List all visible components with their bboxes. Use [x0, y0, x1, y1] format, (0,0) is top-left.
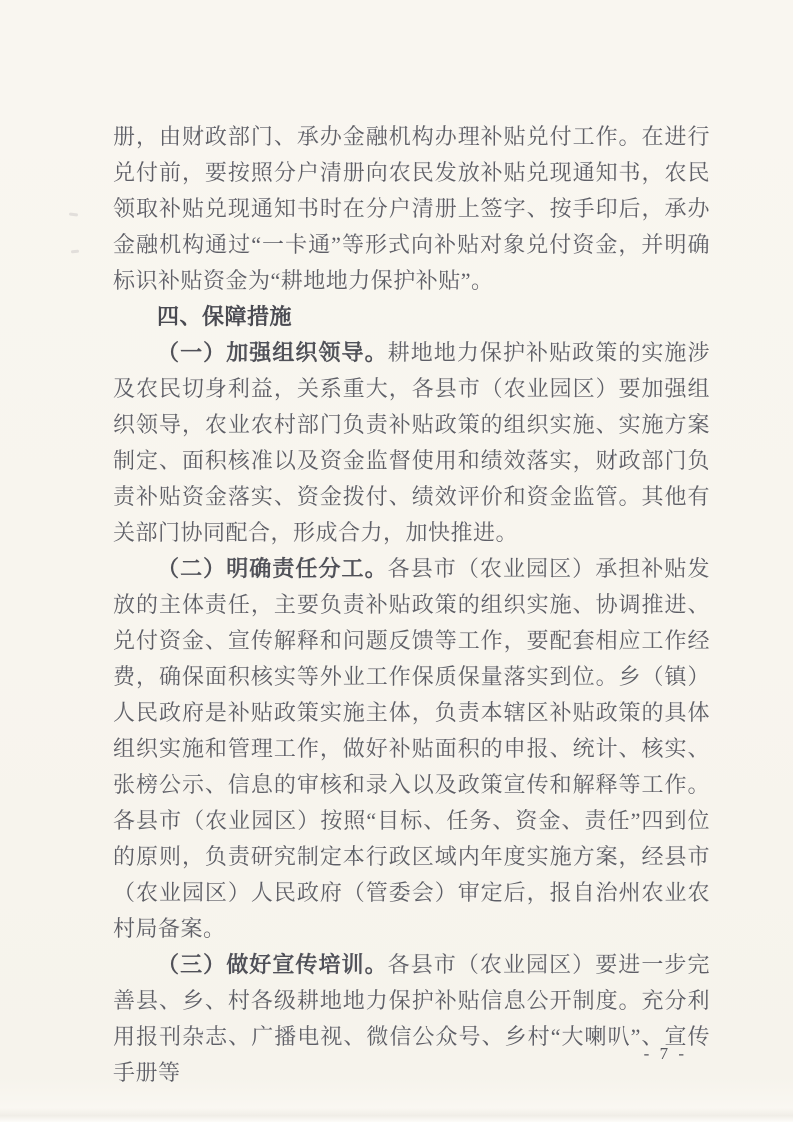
paragraph-text: 各县市（农业园区）要进一步完善县、乡、村各级耕地地力保护补贴信息公开制度。充分利用报刊杂志、广播电视、微信公众号、乡村“大喇叭”、宣传手册等	[113, 952, 710, 1085]
scan-artifact-mark	[71, 250, 79, 254]
paragraph-lead: （一）加强组织领导。	[157, 340, 388, 365]
paragraph-continuation	[113, 119, 710, 299]
page-number: - 7 -	[643, 1044, 687, 1063]
section-heading: 四、保障措施	[157, 304, 293, 329]
paragraph	[113, 335, 710, 551]
document-body	[113, 119, 710, 1091]
paragraph-lead: （二）明确责任分工。	[157, 556, 388, 581]
paragraph	[113, 947, 710, 1091]
paragraph-lead: （三）做好宣传培训。	[157, 952, 388, 977]
paragraph-text: 耕地地力保护补贴政策的实施涉及农民切身利益，关系重大，各县市（农业园区）要加强组织领导，农业农村部门负责补贴政策的组织实施、实施方案制定、面积核准以及资金监督使用和绩效落实，财政部门负责补贴资金落实、资金拨付、绩效评价和资金监管。其他有关部门协同配合，形成合力，加快推进。	[113, 340, 710, 545]
paragraph	[113, 551, 710, 947]
scan-artifact-mark	[69, 212, 78, 216]
paragraph-text: 各县市（农业园区）承担补贴发放的主体责任，主要负责补贴政策的组织实施、协调推进、兑付资金、宣传解释和问题反馈等工作，要配套相应工作经费，确保面积核实等外业工作保质保量落实到位。乡（镇）人民政府是补贴政策实施主体，负责本辖区补贴政策的具体组织实施和管理工作，做好补贴面积的申报、统计、核实、张榜公示、信息的审核和录入以及政策宣传和解释等工作。各县市（农业园区）按照“目标、任务、资金、责任”四到位的原则，负责研究制定本行政区域内年度实施方案，经县市（农业园区）人民政府（管委会）审定后，报自治州农业农村局备案。	[113, 556, 710, 941]
paragraph-text: 册，由财政部门、承办金融机构办理补贴兑付工作。在进行兑付前，要按照分户清册向农民发放补贴兑现通知书，农民领取补贴兑现通知书时在分户清册上签字、按手印后，承办金融机构通过“一卡通”等形式向补贴对象兑付资金，并明确标识补贴资金为“耕地地力保护补贴”。	[113, 124, 710, 293]
scan-bottom-edge	[0, 1108, 793, 1122]
